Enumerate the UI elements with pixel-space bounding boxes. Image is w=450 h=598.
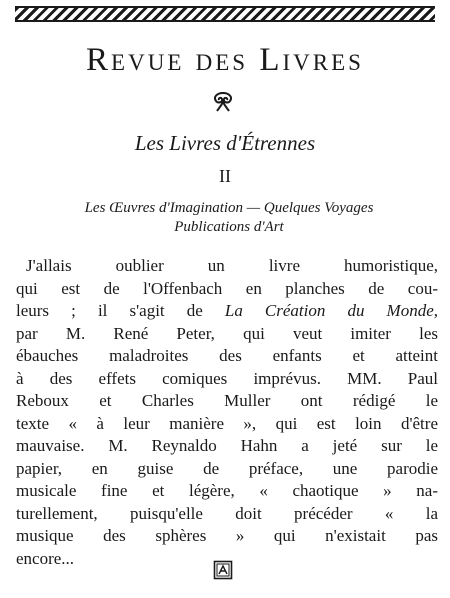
part-number: II (219, 166, 231, 186)
body-line: qui est de l'Offenbach en planches de cou- (16, 278, 438, 298)
fleuron-icon (207, 90, 239, 114)
article-body (16, 255, 438, 570)
decorative-border (15, 6, 435, 22)
body-line: J'allais oublier un livre humoristique, (26, 256, 438, 275)
body-line: encore... (16, 548, 75, 568)
body-line: musicale fine et légère, « chaotique » na- (16, 481, 438, 500)
body-line: Reboux et Charles Muller ont rédigé le (16, 391, 438, 410)
body-line: ébauches maladroites des enfants et atteint (16, 346, 438, 365)
body-line: mauvaise. M. Reynaldo Hahn a jeté sur le (16, 436, 438, 455)
section-heading-line: Publications d'Art (174, 219, 284, 235)
book-title: La Création du Monde (224, 301, 434, 320)
monogram-icon (213, 560, 233, 580)
body-line: texte « à leur manière », qui est loin d'être (16, 413, 438, 433)
body-line (16, 300, 438, 323)
body-line: musique des sphères » qui n'existait pas (16, 526, 438, 545)
page-title: Revue des Livres (86, 42, 364, 78)
body-line: à des effets comiques imprévus. MM. Paul (16, 368, 438, 388)
book-title-punct: , (433, 301, 438, 320)
body-line-text: leurs ; il s'agit de (16, 301, 225, 320)
article-subtitle: Les Livres d'Étrennes (134, 131, 316, 155)
section-heading (22, 199, 436, 237)
body-line: turellement, puisqu'elle doit précéder « la (16, 503, 438, 523)
body-line: par M. René Peter, qui veut imiter les (16, 323, 438, 343)
section-heading-line: Les Œuvres d'Imagination — Quelques Voyages (84, 200, 374, 216)
body-line: papier, en guise de préface, une parodie (16, 458, 438, 478)
